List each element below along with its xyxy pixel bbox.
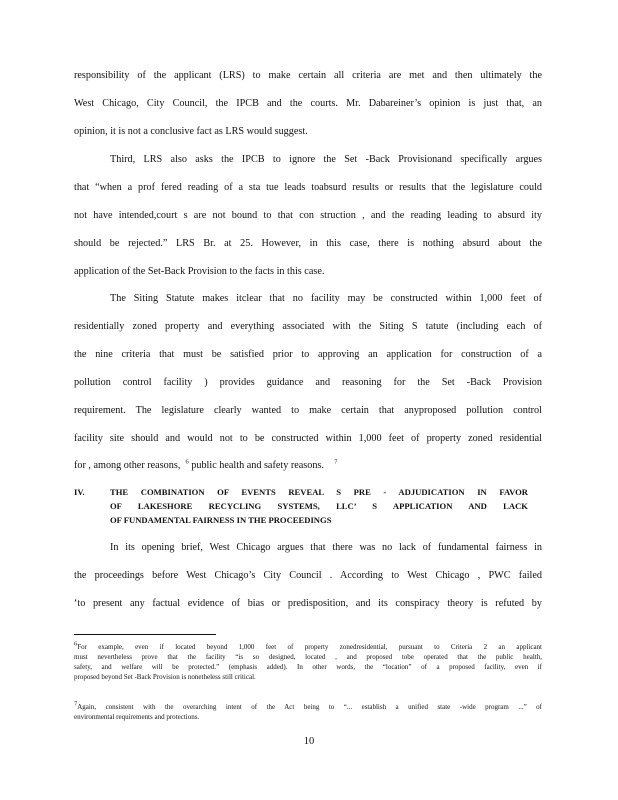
body-line: responsibility of the applicant (LRS) to make certain all criteria are met and then ultimately the [74, 70, 542, 81]
body-line: facility site should and would not to be constructed within 1,000 feet of property zoned residential [74, 433, 542, 444]
footnote-reference-7[interactable]: 7 [334, 458, 338, 466]
section-heading-line: OF LAKESHORE RECYCLING SYSTEMS, LLC’ S APPLICATION AND LACK [110, 501, 528, 511]
body-line: should be rejected.” LRS Br. at 25. However, in this case, there is nothing absurd about the [74, 238, 542, 249]
section-heading-line: OF FUNDAMENTAL FAIRNESS IN THE PROCEEDINGS [110, 515, 332, 525]
body-line: ‘to present any factual evidence of bias or predisposition, and its conspiracy theory is refuted by [74, 598, 542, 609]
body-text: for , among other reasons, [74, 460, 181, 471]
footnote-text: Again, consistent with the overarching intent of the Act being to “... establish a unified state -wide program ...” of [77, 703, 542, 711]
body-line: West Chicago, City Council, the IPCB and the courts. Mr. Dabareiner’s opinion is just that, an [74, 98, 542, 109]
body-line: Third, LRS also asks the IPCB to ignore the Set -Back Provisionand specifically argues [110, 154, 542, 165]
body-line: requirement. The legislature clearly wanted to make certain that anyproposed pollution control [74, 405, 542, 416]
footnote-6-line: safety, and welfare will be protected.” (emphasis added). In other words, the “location” of a proposed facility, even if [74, 663, 542, 671]
footnote-separator [74, 634, 216, 635]
body-text: public health and safety reasons. [191, 460, 324, 471]
footnote-7-line: environmental requirements and protections. [74, 713, 200, 721]
body-line: opinion, it is not a conclusive fact as LRS would suggest. [74, 126, 308, 137]
footnote-marker: 7 [74, 700, 78, 708]
footnote-6-line: must nevertheless prove that the facility “is so designed, located , and proposed tobe operated that the public health, [74, 653, 542, 661]
body-line: The Siting Statute makes itclear that no facility may be constructed within 1,000 feet of [110, 293, 542, 304]
page-number: 10 [303, 736, 315, 747]
footnote-reference-6[interactable]: 6 [185, 458, 189, 466]
footnote-marker: 6 [74, 640, 78, 648]
body-line: In its opening brief, West Chicago argues that there was no lack of fundamental fairness in [110, 542, 542, 553]
footnote-text: For example, even if located beyond 1,000 feet of property zonedresidential, pursuant to Criteria 2 an applicant [77, 643, 542, 651]
footnote-6-line: proposed beyond Set -Back Provision is nonetheless still critical. [74, 673, 256, 681]
section-heading-line: THE COMBINATION OF EVENTS REVEAL S PRE - ADJUDICATION IN FAVOR [110, 487, 528, 497]
footnote-6-line [74, 640, 542, 652]
body-line: pollution control facility ) provides guidance and reasoning for the Set -Back Provision [74, 377, 542, 388]
footnote-7-line [74, 700, 542, 712]
body-line: not have intended,court s are not bound to that con struction , and the reading leading to absurd ity [74, 210, 542, 221]
body-line: residentially zoned property and everything associated with the Siting S tatute (including each of [74, 321, 542, 332]
body-line: the proceedings before West Chicago’s City Council . According to West Chicago , PWC failed [74, 570, 542, 581]
body-line: the nine criteria that must be satisfied prior to approving an application for construction of a [74, 349, 542, 360]
body-line: application of the Set-Back Provision to the facts in this case. [74, 266, 325, 277]
section-number: IV. [74, 487, 85, 497]
body-line-with-footnotes [74, 460, 337, 472]
body-line: that “when a prof fered reading of a sta tue leads toabsurd results or results that the legislature could [74, 182, 542, 193]
